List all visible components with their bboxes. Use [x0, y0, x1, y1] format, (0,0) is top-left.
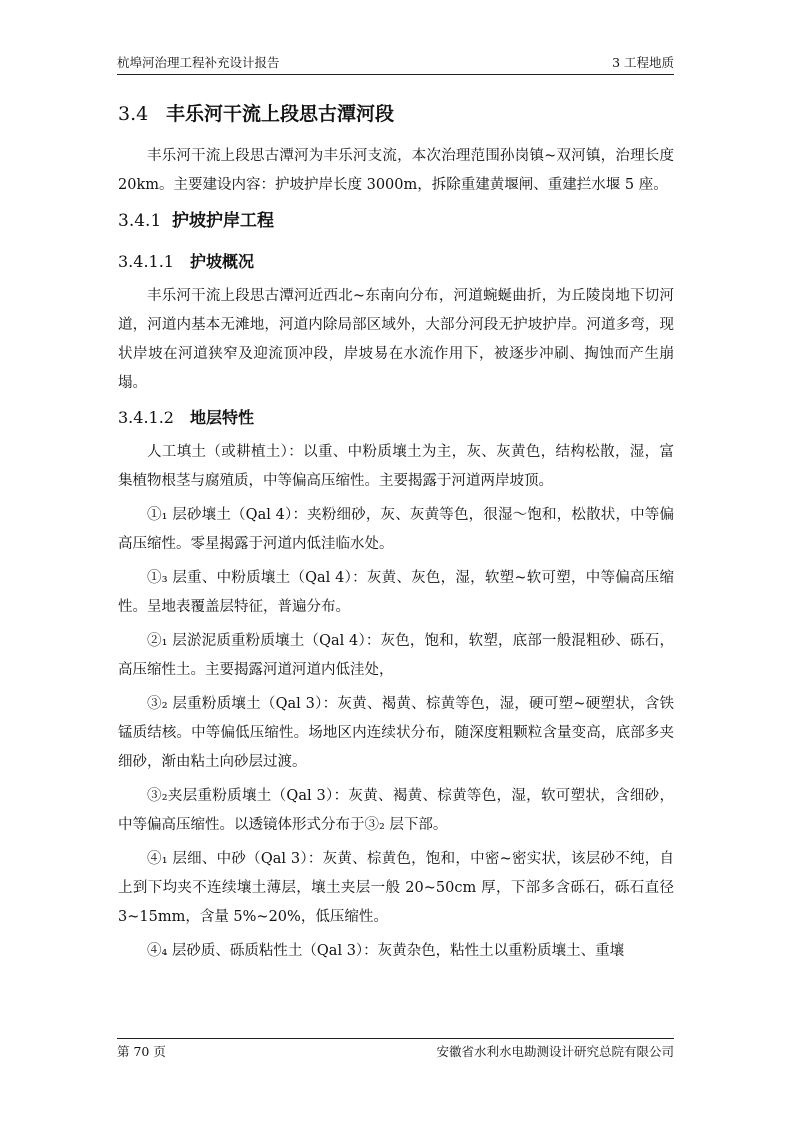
stratum-paragraph-3-2: ③₂ 层重粉质壤土（Qal 3）：灰黄、褐黄、棕黄等色，湿，硬可塑~硬塑状，含铁锰质结核。中等偏低压缩性。场地区内连续状分布，随深度粗颗粒含量变高，底部多夹细砂，渐由粘土向砂层过渡。 — [118, 696, 674, 770]
sub2-number: 3.4.1.2 — [118, 408, 174, 427]
section-number: 3.4 — [118, 103, 149, 125]
stratum-paragraph-1-1: ①₁ 层砂壤土（Qal 4）：夹粉细砂，灰、灰黄等色，很湿～饱和，松散状，中等偏高压缩性。零星揭露于河道内低洼临水处。 — [118, 507, 674, 552]
stratum-paragraph-4-4: ④₄ 层砂质、砾质粘性土（Qal 3）：灰黄杂色，粘性土以重粉质壤土、重壤 — [147, 943, 625, 959]
page-content — [118, 90, 674, 966]
header-report-title: 杭埠河治理工程补充设计报告 — [117, 55, 280, 70]
sub1-heading — [118, 242, 674, 282]
sub2-heading — [118, 398, 674, 438]
sub1-number: 3.4.1.1 — [118, 252, 174, 271]
sub2-title: 地层特性 — [190, 408, 255, 427]
sub1-paragraph: 丰乐河干流上段思古潭河近西北~东南向分布，河道蜿蜒曲折，为丘陵岗地下切河道，河道内基本无滩地，河道内除局部区域外，大部分河段无护坡护岸。河道多弯，现状岸坡在河道狭窄及迎流顶冲段，岸坡易在水流作用下，被逐步冲刷、掏蚀而产生崩塌。 — [118, 288, 674, 391]
section-title: 丰乐河干流上段思古潭河段 — [166, 103, 395, 125]
stratum-paragraph-3-2-interlayer: ③₂夹层重粉质壤土（Qal 3）：灰黄、褐黄、棕黄等色，湿，软可塑状，含细砂，中等偏高压缩性。以透镜体形式分布于③₂ 层下部。 — [118, 788, 674, 833]
footer-organization: 安徽省水利水电勘测设计研究总院有限公司 — [436, 1044, 674, 1059]
page-header — [117, 52, 674, 75]
page-footer — [117, 1038, 674, 1061]
section-intro-paragraph: 丰乐河干流上段思古潭河为丰乐河支流，本次治理范围孙岗镇~双河镇，治理长度 20km。主要建设内容：护坡护岸长度 3000m，拆除重建黄堰闸、重建拦水堰 5 座。 — [118, 148, 674, 193]
subsection-number: 3.4.1 — [118, 211, 162, 231]
page-number: 第 70 页 — [117, 1044, 166, 1059]
stratum-paragraph-fill: 人工填土（或耕植土）：以重、中粉质壤土为主，灰、灰黄色，结构松散，湿，富集植物根茎与腐殖质，中等偏高压缩性。主要揭露于河道两岸坡顶。 — [118, 444, 674, 489]
subsection-title: 护坡护岸工程 — [172, 211, 274, 231]
sub1-title: 护坡概况 — [190, 252, 255, 271]
stratum-paragraph-2-1: ②₁ 层淤泥质重粉质壤土（Qal 4）：灰色，饱和，软塑，底部一般混粗砂、砾石，高压缩性土。主要揭露河道河道内低洼处， — [118, 633, 674, 678]
stratum-paragraph-4-1: ④₁ 层细、中砂（Qal 3）：灰黄、棕黄色，饱和，中密~密实状，该层砂不纯，自上到下均夹不连续壤土薄层，壤土夹层一般 20~50cm 厚，下部多含砾石，砾石直径 3~15mm，含量 5%~20%，低压缩性。 — [118, 851, 674, 925]
section-heading — [118, 90, 674, 134]
stratum-paragraph-1-3: ①₃ 层重、中粉质壤土（Qal 4）：灰黄、灰色，湿，软塑~软可塑，中等偏高压缩性。呈地表覆盖层特征，普遍分布。 — [118, 570, 674, 615]
header-chapter: 3 工程地质 — [612, 55, 674, 70]
subsection-heading — [118, 200, 674, 242]
